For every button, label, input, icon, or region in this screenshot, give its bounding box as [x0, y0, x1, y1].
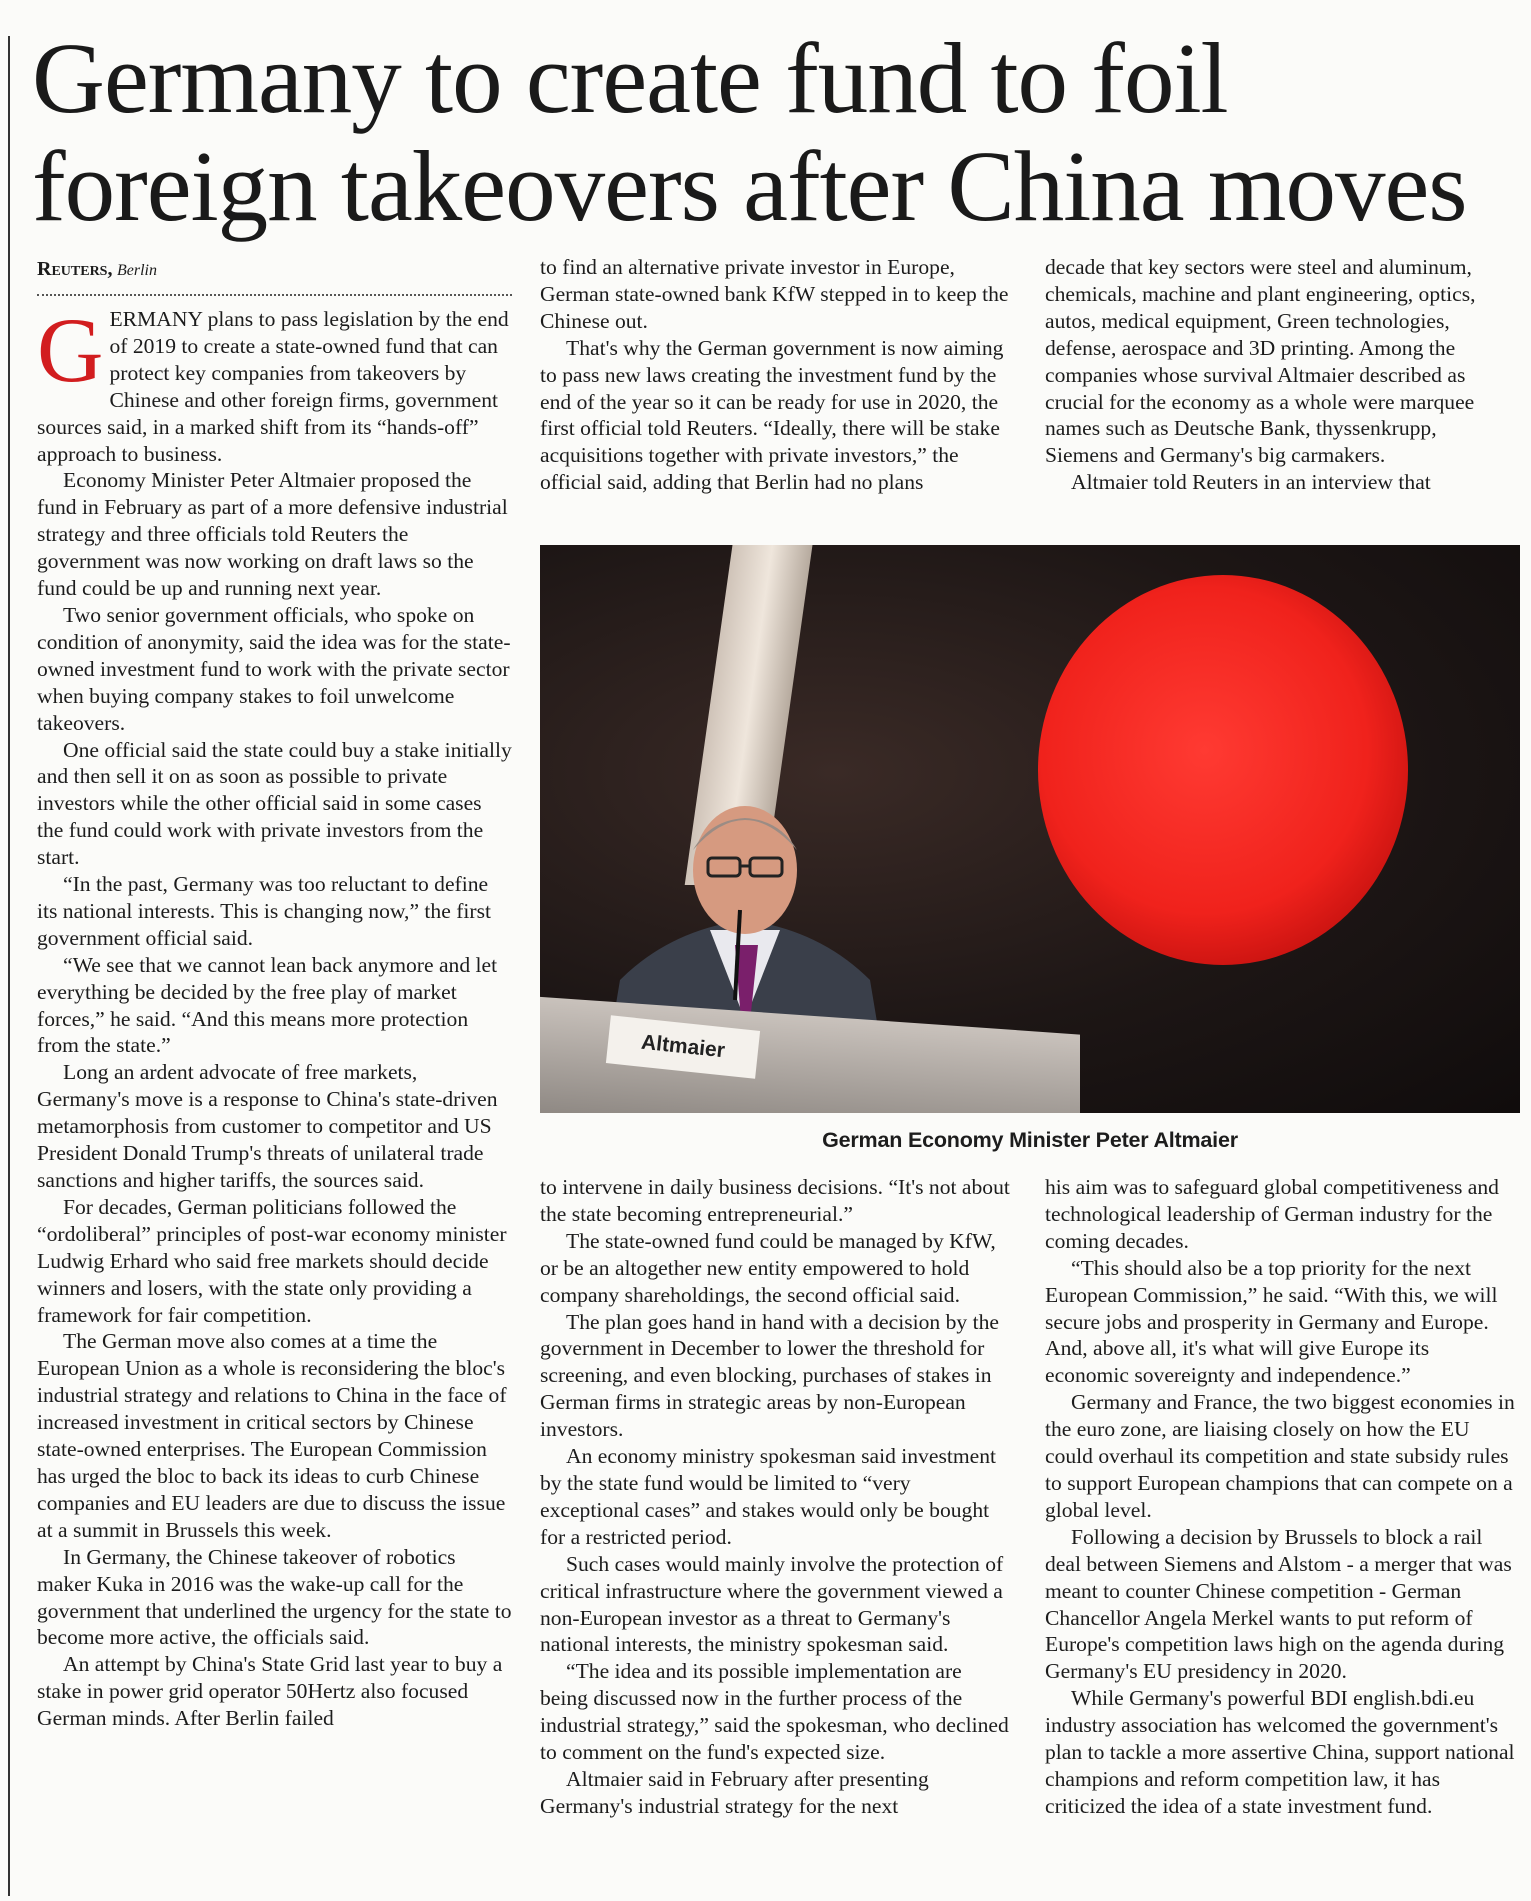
left-column-rule	[8, 36, 10, 1896]
lead-paragraph-text: ERMANY plans to pass legislation by the end of 2019 to create a state-owned fund that can protect key companies from takeovers by Chinese and other foreign firms, government sources said, in a marked shift from its “hands-off” approach to business.	[37, 307, 509, 466]
paragraph: One official said the state could buy a stake initially and then sell it on as soon as possible to private investors while the other official said in some cases the fund could work with private investors from the start.	[37, 737, 512, 870]
byline	[37, 258, 157, 281]
article-column-3-bottom	[1045, 1174, 1515, 1820]
paragraph: Altmaier said in February after presenting Germany's industrial strategy for the next	[540, 1766, 929, 1818]
paragraph: The plan goes hand in hand with a decision by the government in December to lower the threshold for screening, and even blocking, purchases of stakes in German firms in strategic areas by non-European investors.	[540, 1309, 999, 1442]
paragraph: to intervene in daily business decisions. “It's not about the state becoming entrepreneurial.”	[540, 1175, 1010, 1226]
article-column-2-bottom	[540, 1174, 1010, 1820]
paragraph: “In the past, Germany was too reluctant to define its national interests. This is changing now,” the first government official said.	[37, 872, 491, 950]
paragraph: An attempt by China's State Grid last year to buy a stake in power grid operator 50Hertz also focused German minds. After Berlin failed	[37, 1652, 503, 1731]
drop-cap: G	[37, 299, 104, 401]
article-column-3-top	[1045, 254, 1515, 496]
byline-agency: Reuters,	[37, 258, 113, 280]
photo-nameplate: Altmaier	[606, 1015, 760, 1078]
paragraph: “We see that we cannot lean back anymore and let everything be decided by the free play of market forces,” he said. “And this means more protection from the state.”	[37, 952, 498, 1058]
photo-red-light	[1038, 575, 1408, 965]
paragraph: That's why the German government is now aiming to pass new laws creating the investment fund by the end of the year so it can be ready for use in 2020, the first official told Reuters. “Ideally, there will be stake acquisitions together with private investors,” the official said, adding that Berlin had no plans	[540, 335, 1004, 495]
paragraph: Long an ardent advocate of free markets, Germany's move is a response to China's state-driven metamorphosis from customer to competitor and US President Donald Trump's threats of unilateral trade sanctions and higher tariffs, the sources said.	[37, 1060, 498, 1192]
paragraph: Two senior government officials, who spoke on condition of anonymity, said the idea was for the state-owned investment fund to work with the private sector when buying company stakes to foil unwelcome takeovers.	[37, 602, 511, 735]
paragraph: Germany and France, the two biggest economies in the euro zone, are liaising closely on how the EU could overhaul its competition and state subsidy rules to support European champions that can compete on a global level.	[1045, 1390, 1515, 1522]
paragraph: For decades, German politicians followed the “ordoliberal” principles of post-war economy minister Ludwig Erhard who said free markets should decide winners and losers, with the state only providing a framework for fair competition.	[37, 1194, 507, 1327]
paragraph: The German move also comes at a time the European Union as a whole is reconsidering the bloc's industrial strategy and relations to China in the face of increased investment in critical sectors by Chinese state-owned enterprises. The European Commission has urged the bloc to back its ideas to curb Chinese companies and EU leaders are due to discuss the issue at a summit in Brussels this week.	[37, 1329, 507, 1542]
paragraph: Altmaier told Reuters in an interview that	[1071, 470, 1431, 495]
paragraph: While Germany's powerful BDI english.bdi.eu industry association has welcomed the government's plan to tackle a more assertive China, support national champions and reform competition law, it has criticized the idea of a state investment fund.	[1045, 1686, 1515, 1818]
paragraph: In Germany, the Chinese takeover of robotics maker Kuka in 2016 was the wake-up call for the government that underlined the urgency for the state to become more active, the officials said.	[37, 1544, 512, 1650]
article-column-2-top	[540, 254, 1010, 496]
headline: Germany to create fund to foil foreign takeovers after China moves	[32, 22, 1467, 242]
paragraph: Such cases would mainly involve the protection of critical infrastructure where the government viewed a non-European investor as a threat to Germany's national interests, the ministry spokesman said.	[540, 1551, 1004, 1657]
paragraph: The state-owned fund could be managed by KfW, or be an altogether new entity empowered to hold company shareholdings, the second official said.	[540, 1228, 996, 1307]
paragraph: Economy Minister Peter Altmaier proposed the fund in February as part of a more defensive industrial strategy and three officials told Reuters the government was now working on draft laws so the fund could be up and running next year.	[37, 468, 508, 601]
paragraph: “This should also be a top priority for the next European Commission,” he said. “With this, we will secure jobs and prosperity in Germany and Europe. And, above all, it's what will give Europe its economic sovereignty and independence.”	[1045, 1255, 1498, 1388]
byline-dotted-rule	[37, 294, 512, 296]
byline-location: Berlin	[116, 262, 157, 279]
paragraph: decade that key sectors were steel and aluminum, chemicals, machine and plant engineering, optics, autos, medical equipment, Green technologies, defense, aerospace and 3D printing. Among the companies whose survival Altmaier described as crucial for the economy as a whole were marquee names such as Deutsche Bank, thyssenkrupp, Siemens and Germany's big carmakers.	[1045, 255, 1476, 468]
lead-paragraph	[37, 299, 512, 467]
article-column-1	[37, 299, 512, 1732]
paragraph: An economy ministry spokesman said investment by the state fund would be limited to “very exceptional cases” and stakes would only be bought for a restricted period.	[540, 1444, 997, 1549]
paragraph: to find an alternative private investor in Europe, German state-owned bank KfW stepped in to keep the Chinese out.	[540, 255, 1009, 333]
paragraph: Following a decision by Brussels to block a rail deal between Siemens and Alstom - a merger that was meant to counter Chinese competition - German Chancellor Angela Merkel wants to put reform of Europe's competition laws high on the agenda during Germany's EU presidency in 2020.	[1045, 1524, 1512, 1684]
paragraph: “The idea and its possible implementation are being discussed now in the further process of the industrial strategy,” said the spokesman, who declined to comment on the fund's expected size.	[540, 1659, 1009, 1765]
paragraph: his aim was to safeguard global competitiveness and technological leadership of German industry for the coming decades.	[1045, 1175, 1499, 1253]
article-photo	[540, 545, 1520, 1113]
photo-caption: German Economy Minister Peter Altmaier	[822, 1128, 1238, 1152]
